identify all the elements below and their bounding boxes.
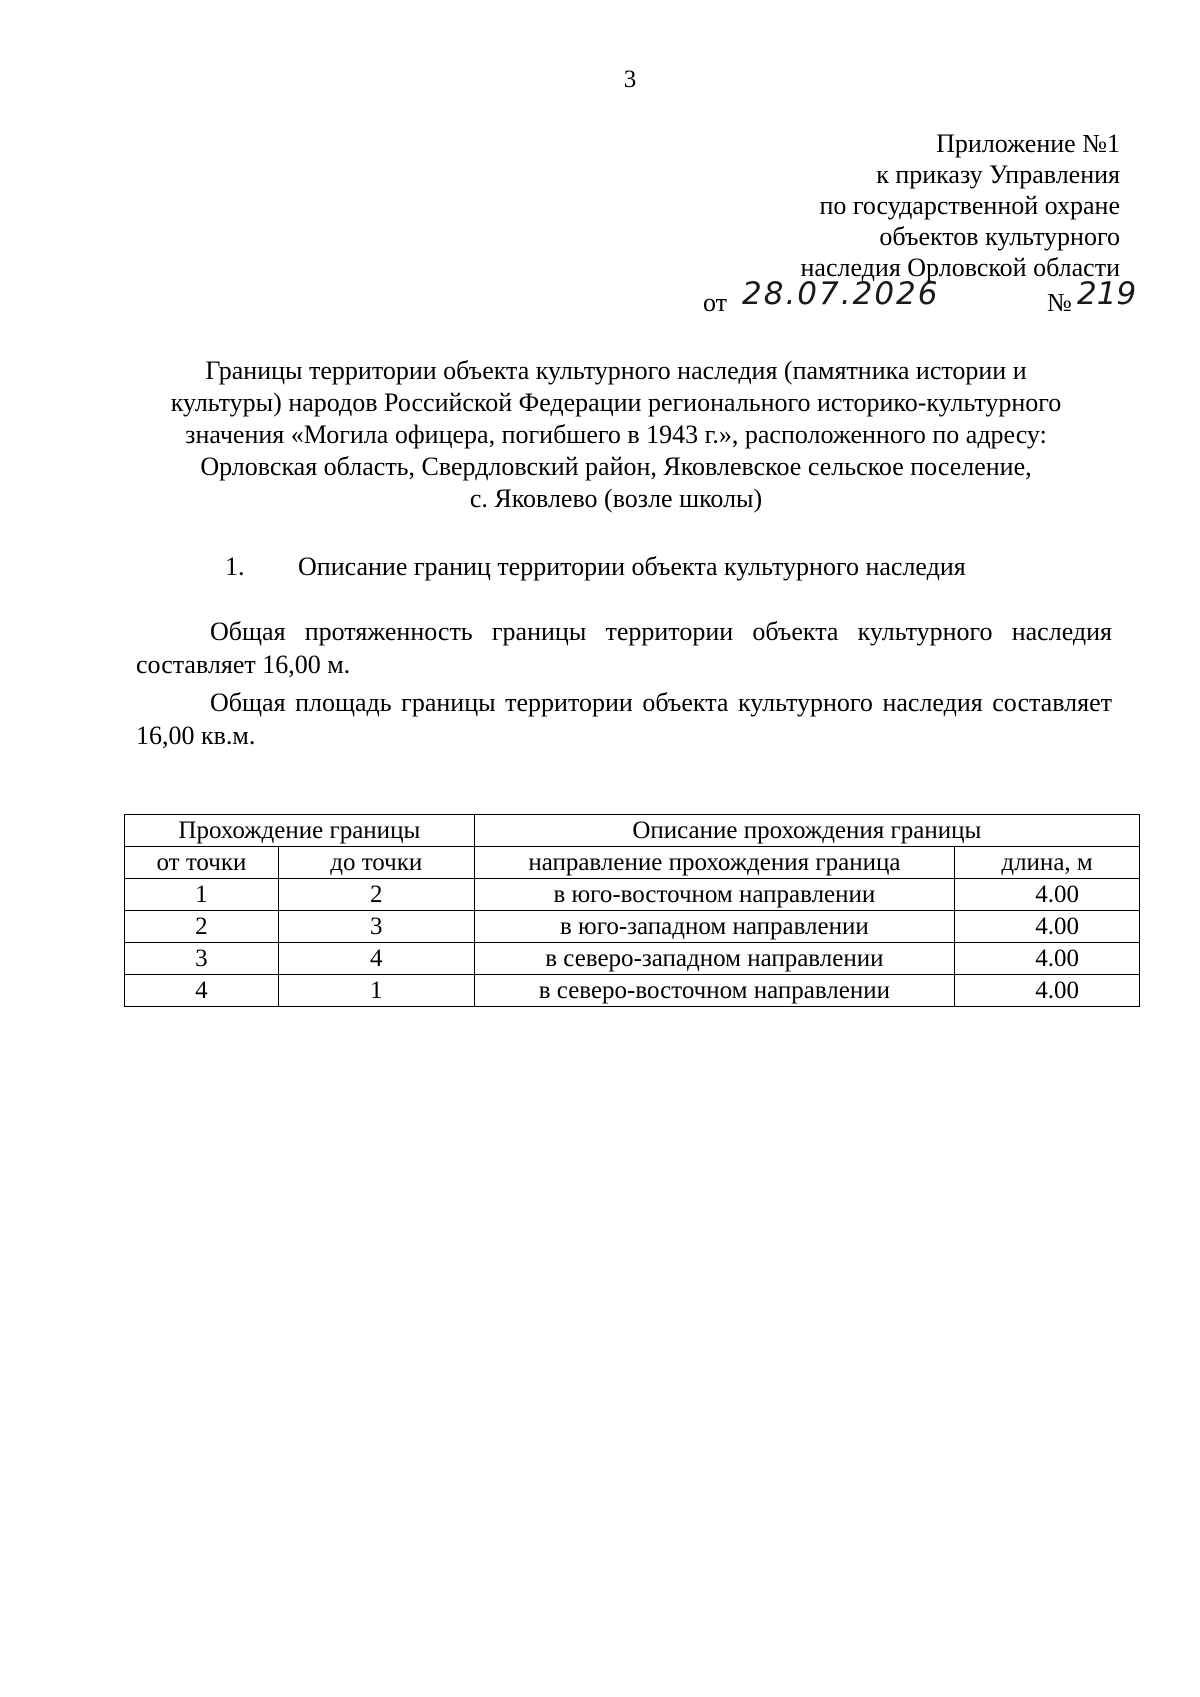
cell-from-point: 3 <box>125 943 279 975</box>
document-title <box>110 355 1122 515</box>
section-title: Описание границ территории объекта культурного наследия <box>298 552 966 581</box>
appendix-line: объектов культурного <box>879 222 1120 251</box>
cell-direction: в юго-западном направлении <box>474 911 954 943</box>
cell-from-point: 2 <box>125 911 279 943</box>
paragraph-total-area: Общая площадь границы территории объекта культурного наследия составляет 16,00 кв.м. <box>136 688 1112 750</box>
table-row <box>125 975 1140 1007</box>
table-row <box>125 943 1140 975</box>
header-description: Описание прохождения границы <box>474 815 1139 847</box>
order-number-handwritten: 219 <box>1077 276 1137 312</box>
table-group-header-row <box>125 815 1140 847</box>
header-length: длина, м <box>955 847 1140 879</box>
cell-from-point: 4 <box>125 975 279 1007</box>
section-number: 1. <box>225 552 245 581</box>
cell-from-point: 1 <box>125 879 279 911</box>
paragraph-total-length: Общая протяженность границы территории объекта культурного наследия составляет 16,00 м. <box>136 617 1112 679</box>
table-row <box>125 911 1140 943</box>
appendix-line: наследия Орловской области <box>800 253 1120 282</box>
cell-to-point: 1 <box>278 975 474 1007</box>
title-line: культуры) народов Российской Федерации регионального историко-культурного <box>170 388 1062 417</box>
page-number: 3 <box>623 66 637 93</box>
header-direction: направление прохождения граница <box>474 847 954 879</box>
header-to-point: до точки <box>278 847 474 879</box>
header-passage: Прохождение границы <box>125 815 475 847</box>
title-line: значения «Могила офицера, погибшего в 1943 г.», расположенного по адресу: <box>185 420 1047 449</box>
cell-direction: в северо-западном направлении <box>474 943 954 975</box>
cell-direction: в юго-восточном направлении <box>474 879 954 911</box>
appendix-line: по государственной охране <box>819 191 1120 220</box>
cell-length: 4.00 <box>955 879 1140 911</box>
cell-length: 4.00 <box>955 975 1140 1007</box>
table-sub-header-row <box>125 847 1140 879</box>
cell-to-point: 4 <box>278 943 474 975</box>
appendix-line: Приложение №1 <box>936 129 1120 158</box>
cell-to-point: 3 <box>278 911 474 943</box>
cell-length: 4.00 <box>955 911 1140 943</box>
section-heading <box>225 552 966 582</box>
title-line: Границы территории объекта культурного наследия (памятника истории и <box>205 356 1027 385</box>
appendix-line: к приказу Управления <box>876 160 1120 189</box>
cell-to-point: 2 <box>278 879 474 911</box>
order-number-label: № <box>1047 288 1072 317</box>
boundary-table <box>124 814 1140 1007</box>
order-reference <box>560 276 1137 327</box>
title-line: Орловская область, Свердловский район, Яковлевское сельское поселение, <box>200 452 1032 481</box>
order-date-handwritten: 28.07.2026 <box>742 276 940 312</box>
cell-direction: в северо-восточном направлении <box>474 975 954 1007</box>
cell-length: 4.00 <box>955 943 1140 975</box>
table-row <box>125 879 1140 911</box>
order-from-label: от <box>703 288 728 317</box>
appendix-block <box>560 128 1137 327</box>
header-from-point: от точки <box>125 847 279 879</box>
title-line: с. Яковлево (возле школы) <box>469 484 763 513</box>
